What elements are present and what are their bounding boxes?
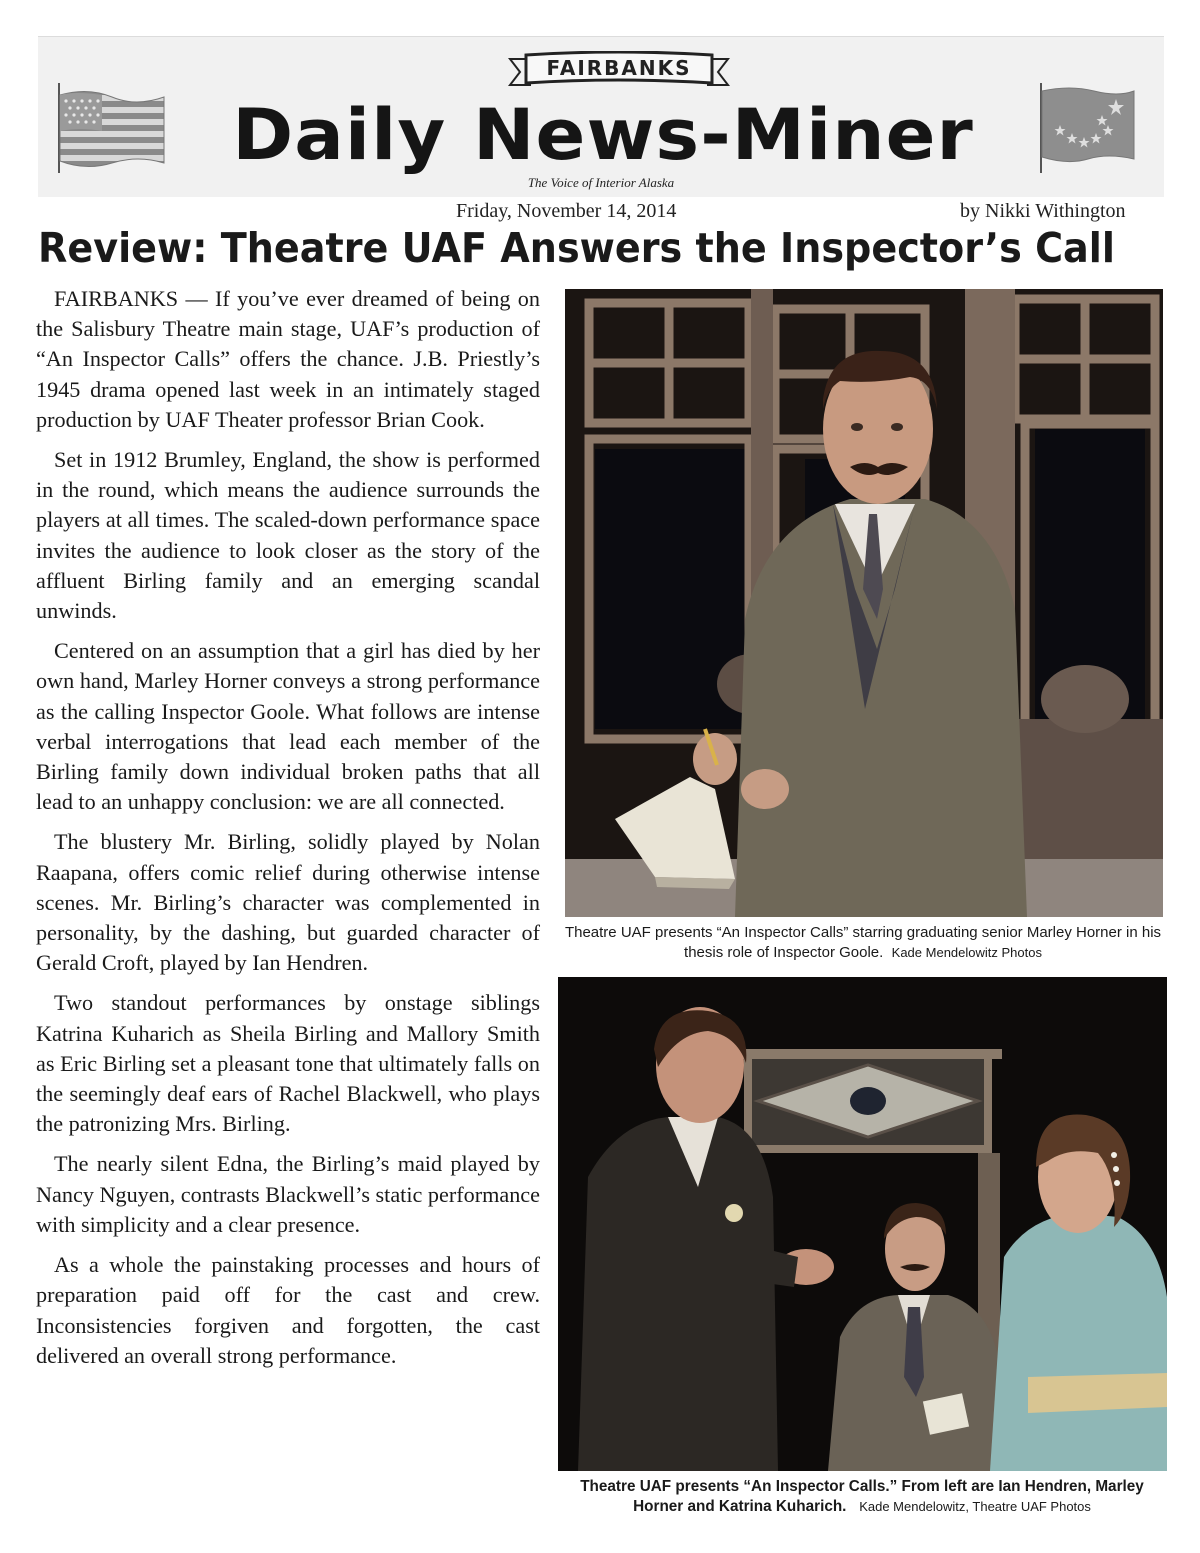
article-paragraph: Centered on an assumption that a girl has died by her own hand, Marley Horner conveys a strong performance as the calling Inspector Goole. What follows are intense verbal interrogations that lead each member of the Birling family down individual broken paths that all lead to an unhappy conclusion: we are all connected.: [36, 638, 540, 815]
article-paragraph: The nearly silent Edna, the Birling’s maid played by Nancy Nguyen, contrasts Blackwell’s static performance with simplicity and a clear presence.: [36, 1151, 540, 1237]
us-flag-icon: [54, 89, 166, 174]
photo-inspector: [565, 289, 1163, 917]
article-paragraph: Two standout performances by onstage siblings Katrina Kuharich as Sheila Birling and Mallory Smith as Eric Birling set a pleasant tone that ultimately falls on the seemingly deaf ears of Rachel Blackwell, who plays the patronizing Mrs. Birling.: [36, 990, 540, 1137]
paper-name: Daily News-Miner: [232, 94, 974, 176]
banner-ribbon-icon: [508, 51, 730, 91]
article-paragraph: As a whole the painstaking processes and hours of preparation paid off for the cast and crew. Inconsistencies forgiven and forgotten, the cast delivered an overall strong performance.: [36, 1252, 540, 1368]
alaska-flag-icon: [1036, 85, 1136, 170]
caption-text: Theatre UAF presents “An Inspector Calls.” From left are Ian Hendren, Marley Horner and Katrina Kuharich.: [580, 1478, 1144, 1515]
article-body: [36, 284, 540, 1381]
photo-credit: Kade Mendelowitz, Theatre UAF Photos: [859, 1499, 1091, 1514]
photo-cast: [558, 977, 1167, 1471]
photo-credit: Kade Mendelowitz Photos: [891, 945, 1042, 960]
tagline: The Voice of Interior Alaska: [527, 175, 675, 190]
article-paragraph: Set in 1912 Brumley, England, the show is performed in the round, which means the audience surrounds the players at all times. The scaled-down performance space invites the audience to look closer as the story of the affluent Birling family and an emerging scandal unwinds.: [36, 447, 540, 624]
caption-text: Theatre UAF presents “An Inspector Calls” starring graduating senior Marley Horner in his thesis role of Inspector Goole.: [564, 924, 1162, 961]
issue-date: Friday, November 14, 2014: [456, 200, 677, 222]
article-paragraph: The blustery Mr. Birling, solidly played by Nolan Raapana, offers comic relief during otherwise intense scenes. Mr. Birling’s character was complemented in personality, by the dashing, but guarded character of Gerald Croft, played by Ian Hendren.: [36, 829, 540, 976]
article-paragraph: FAIRBANKS — If you’ve ever dreamed of being on the Salisbury Theatre main stage, UAF’s production of “An Inspector Calls” offers the chance. J.B. Priestly’s 1945 drama opened last week in an intimately staged production by UAF Theater professor Brian Cook.: [36, 286, 540, 432]
byline: by Nikki Withington: [960, 200, 1126, 222]
masthead: [38, 36, 1164, 197]
banner-text: FAIRBANKS: [546, 56, 692, 80]
photo-inspector-caption: [558, 923, 1168, 963]
headline: Review: Theatre UAF Answers the Inspector’s Call: [38, 224, 1115, 272]
photo-cast-caption: [554, 1477, 1170, 1517]
